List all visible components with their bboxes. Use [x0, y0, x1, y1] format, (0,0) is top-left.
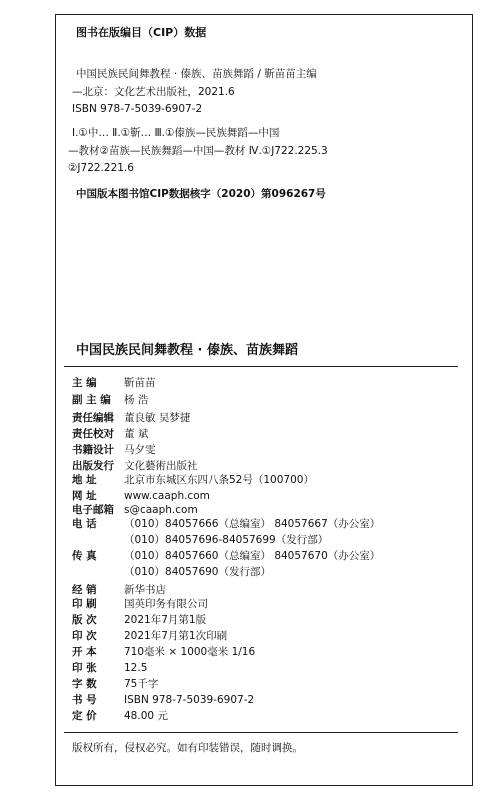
- detail-label: 传 真: [72, 550, 97, 562]
- detail-value: 董良敏 吴梦捷: [124, 412, 191, 424]
- detail-value: 新华书店: [124, 584, 166, 596]
- detail-value: s@caaph.com: [124, 504, 198, 516]
- detail-label: 主 编: [72, 377, 97, 389]
- detail-value: （010）84057666（总编室） 84057667（办公室）: [124, 518, 381, 530]
- detail-label: 电 话: [72, 518, 97, 530]
- detail-label: 印 张: [72, 662, 97, 674]
- detail-value: （010）84057690（发行部）: [124, 566, 271, 578]
- detail-value: 12.5: [124, 662, 148, 674]
- detail-value: 北京市东城区东四八条52号（100700）: [124, 474, 314, 486]
- detail-label: 电子邮箱: [72, 504, 114, 516]
- detail-label: 印 刷: [72, 598, 97, 610]
- detail-value: 75千字: [124, 678, 159, 690]
- detail-value: 国英印务有限公司: [124, 598, 208, 610]
- cip-line-publisher: —北京：文化艺术出版社，2021.6: [72, 86, 235, 98]
- detail-label: 地 址: [72, 474, 97, 486]
- detail-value: 710毫米 × 1000毫米 1/16: [124, 646, 256, 658]
- detail-label: 出版发行: [72, 460, 114, 472]
- detail-label: 网 址: [72, 490, 97, 502]
- detail-label: 字 数: [72, 678, 97, 690]
- detail-value: 董 斌: [124, 428, 149, 440]
- detail-value: 靳苗苗: [124, 377, 156, 389]
- detail-value: ISBN 978-7-5039-6907-2: [124, 694, 255, 706]
- book-title: 中国民族民间舞教程 · 傣族、苗族舞蹈: [76, 343, 298, 358]
- cip-line-isbn: ISBN 978-7-5039-6907-2: [72, 103, 203, 115]
- detail-label: 书 号: [72, 694, 97, 706]
- cip-check-number: 中国版本图书馆CIP数据核字（2020）第096267号: [76, 188, 326, 200]
- divider-top: [64, 366, 458, 367]
- detail-label: 开 本: [72, 646, 97, 658]
- detail-label: 副 主 编: [72, 394, 111, 406]
- cip-line-subjects: Ⅰ.①中… Ⅱ.①靳… Ⅲ.①傣族—民族舞蹈—中国: [72, 127, 280, 139]
- detail-value: 文化藝術出版社: [124, 460, 198, 472]
- detail-value: （010）84057660（总编室） 84057670（办公室）: [124, 550, 381, 562]
- detail-value: 2021年7月第1版: [124, 614, 207, 626]
- detail-label: 定 价: [72, 710, 97, 722]
- detail-value: 48.00 元: [124, 710, 168, 722]
- detail-value: 杨 浩: [124, 394, 149, 406]
- detail-label: 责任编辑: [72, 412, 114, 424]
- detail-value: www.caaph.com: [124, 490, 210, 502]
- cip-line-subjects-cont: —教材②苗族—民族舞蹈—中国—教材 Ⅳ.①J722.225.3: [68, 145, 328, 157]
- detail-label: 书籍设计: [72, 444, 114, 456]
- detail-label: 印 次: [72, 630, 97, 642]
- detail-value: （010）84057696-84057699（发行部）: [124, 534, 329, 546]
- detail-label: 经 销: [72, 584, 97, 596]
- detail-value: 马夕雯: [124, 444, 156, 456]
- copyright-notice: 版权所有，侵权必究。如有印装错误，随时调换。: [72, 742, 303, 754]
- cip-line-classification: ②J722.221.6: [68, 162, 134, 174]
- detail-value: 2021年7月第1次印刷: [124, 630, 228, 642]
- divider-bottom: [64, 732, 458, 733]
- cip-heading: 图书在版编目（CIP）数据: [76, 26, 207, 39]
- cip-line-title: 中国民族民间舞教程 · 傣族、苗族舞蹈 / 靳苗苗主编: [76, 68, 317, 80]
- detail-label: 版 次: [72, 614, 97, 626]
- detail-label: 责任校对: [72, 428, 114, 440]
